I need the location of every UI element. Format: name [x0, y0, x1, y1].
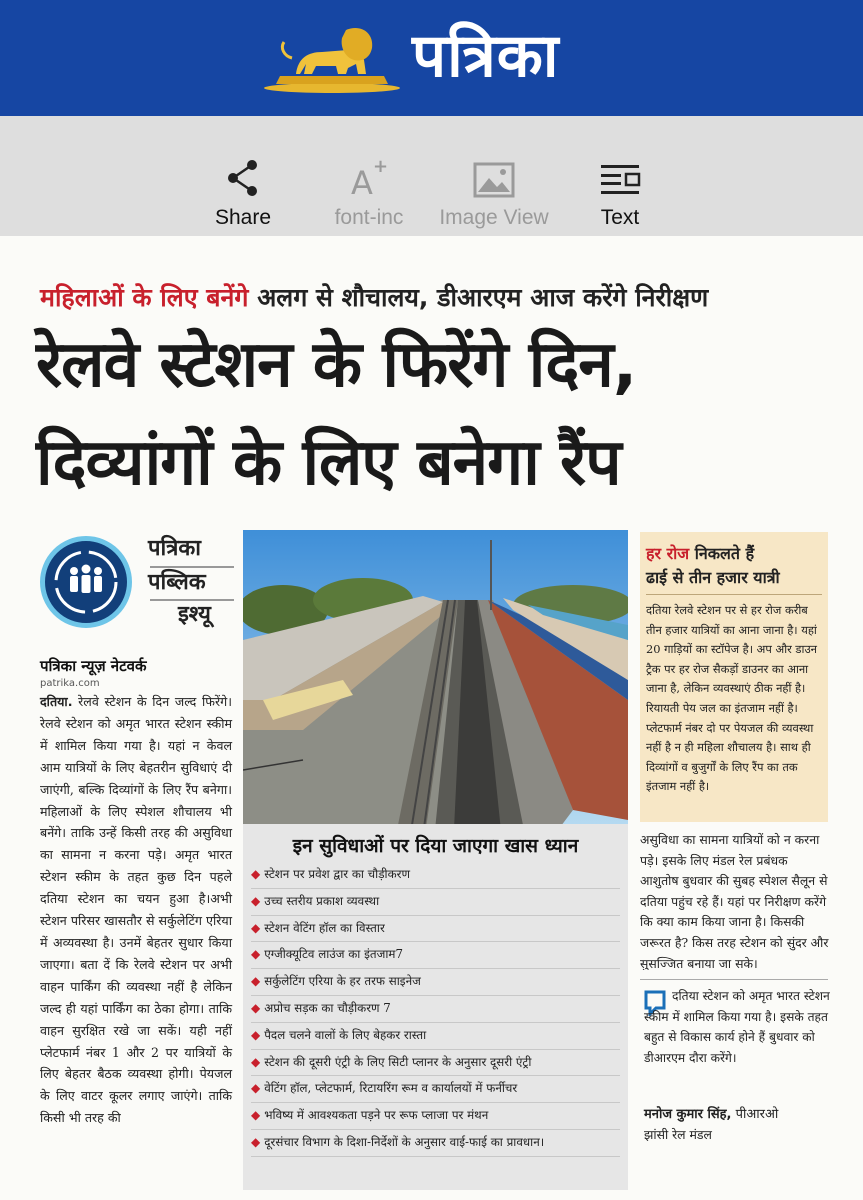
share-button[interactable]	[196, 116, 290, 236]
svg-text:A: A	[351, 164, 373, 198]
right-column-text: असुविधा का सामना यात्रियों को न करना पड़े। इसके लिए मंडल रेल प्रबंधक आशुतोष बुधवार की सुबह स्पेशल सैलून से दतिया पहुंच रहे हैं। यहां पर निरीक्षण करेंगे कि क्या काम किया जाना है। किसकी जरूरत है? किस तरह स्टेशन को सुंदर और सुसज्जित बनाया जा सके।	[640, 832, 829, 970]
kicker-highlight: महिलाओं के लिए बनेंगे	[40, 283, 249, 312]
svg-text:+: +	[373, 156, 389, 177]
side-title-text: निकलते हैं	[694, 544, 755, 563]
quote-organization: झांसी रेल मंडल	[644, 1127, 712, 1142]
image-view-button[interactable]	[428, 116, 560, 236]
badge-line-3: इश्यू	[178, 602, 211, 627]
font-increase-button[interactable]	[322, 116, 416, 236]
share-icon	[226, 158, 260, 198]
reader-toolbar	[0, 116, 863, 236]
badge-rule-2	[150, 599, 234, 601]
quote-role: पीआरओ	[731, 1107, 779, 1122]
left-column-text	[40, 691, 232, 1129]
headline-line-1: रेलवे स्टेशन के फिरेंगे दिन,	[36, 328, 637, 402]
font-increase-icon	[349, 156, 389, 198]
brand-title: पत्रिका	[412, 21, 560, 91]
brand-header	[0, 0, 863, 116]
byline: पत्रिका न्यूज़ नेटवर्क	[40, 657, 147, 675]
facility-item: ◆ स्टेशन पर प्रवेश द्वार का चौड़ीकरण	[251, 862, 620, 889]
badge-line-2: पब्लिक	[148, 570, 206, 595]
facility-item: ◆ पैदल चलने वालों के लिए बेहकर रास्ता	[251, 1023, 620, 1050]
quote-divider	[640, 979, 828, 980]
headline-line-2: दिव्यांगों के लिए बनेगा रैंप	[36, 426, 621, 500]
facility-item: ◆ स्टेशन की दूसरी एंट्री के लिए सिटी प्लानर के अनुसार दूसरी एंट्री	[251, 1050, 620, 1077]
share-label: Share	[214, 206, 272, 229]
people-circle-icon	[40, 536, 132, 628]
quote-attribution	[644, 1104, 778, 1122]
public-issue-badge	[40, 532, 240, 642]
byline-url: patrika.com	[40, 678, 100, 689]
image-view-label: Image View	[439, 206, 549, 229]
headline	[36, 316, 836, 512]
text-view-icon	[599, 162, 641, 198]
lion-logo-icon	[262, 18, 402, 94]
facility-item: ◆ अप्रोच सड़क का चौड़ीकरण 7	[251, 996, 620, 1023]
facility-item: ◆ वेटिंग हॉल, प्लेटफार्म, रिटायरिंग रूम व कार्यालयों में फर्नीचर	[251, 1076, 620, 1103]
facility-item: ◆ भविष्य में आवश्यकता पड़ने पर रूफ प्लाजा पर मंथन	[251, 1103, 620, 1130]
left-column-body: रेलवे स्टेशन के दिन जल्द फिरेंगे। रेलवे स्टेशन को अमृत भारत स्टेशन स्कीम में शामिल किया गया है। यहां न केवल आम यात्रियों के लिए बेहतरीन सुविधाएं दी जाएंगी, बल्कि दिव्यांगों के लिए रैंप बनेगा। महिलाओं के लिए स्पेशल शौचालय भी बनेंगे। ताकि उन्हें किसी तरह की असुविधा का सामना न करना पड़े। अमृत भारत स्टेशन स्कीम के तहत कुछ दिन पहले दतिया स्टेशन का चयन हुआ है।अभी स्टेशन परिसर खासतौर से सर्कुलेटिंग एरिया में अव्यवस्था है। उनमें बेहतर सुधार किया जाएगा। बता दें कि रेलवे स्टेशन पर अभी वाहन पार्किंग की व्यवस्था नहीं है लेकिन जल्द ही यहां पार्किंग का ठेका होगा। ताकि वाहन सुरक्षित रखे जा सकें। यही नहीं प्लेटफार्म नंबर 1 और 2 पर यात्रियों के लिए बेहतर बैठक व्यवस्था होगी। पेयजल के लिए वाटर कूलर लगाए जाएंगे। ताकि किसी भी तरह की	[40, 694, 232, 1126]
railway-station-photo	[243, 530, 628, 850]
dateline: दतिया.	[40, 694, 73, 709]
badge-rule-1	[150, 566, 234, 568]
side-title	[646, 542, 822, 564]
font-increase-label: font-inc	[334, 206, 404, 229]
text-view-label: Text	[600, 206, 640, 229]
kicker-text: अलग से शौचालय, डीआरएम आज करेंगे निरीक्षण	[257, 283, 709, 312]
image-icon	[473, 162, 515, 198]
side-title-highlight: हर रोज	[646, 544, 690, 563]
facilities-box	[243, 824, 628, 1190]
facilities-title: इन सुविधाओं पर दिया जाएगा खास ध्यान	[292, 835, 579, 857]
facilities-list	[251, 862, 620, 1157]
facility-item: ◆ दूरसंचार विभाग के दिशा-निर्देशों के अनुसार वाई-फाई का प्रावधान।	[251, 1130, 620, 1157]
side-subtitle: ढाई से तीन हजार यात्री	[646, 566, 822, 595]
article-page	[0, 236, 863, 1200]
facility-item: ◆ सर्कुलेटिंग एरिया के हर तरफ साइनेज	[251, 969, 620, 996]
kicker	[40, 280, 708, 314]
facility-item: ◆ स्टेशन वेटिंग हॉल का विस्तार	[251, 916, 620, 943]
badge-line-1: पत्रिका	[148, 536, 201, 561]
side-text: दतिया रेलवे स्टेशन पर से हर रोज करीब तीन हजार यात्रियों का आना जाना है। यहां 20 गाड़ियों का स्टॉपेज है। अप और डाउन ट्रैक पर हर रोज सैकड़ों डाउनर का आना जाना है, लेकिन व्यवस्थाएं ठीक नहीं है। रियायती पेय जल का इंतजाम नहीं है। प्लेटफार्म नंबर दो पर पेयजल की व्यवस्था नहीं है न ही महिला शौचालय है। साथ ही दिव्यांगों व बुजुर्गों के लिए रैंप का तक इंतजाम नहीं है।	[646, 603, 818, 794]
facility-item: ◆ उच्च स्तरीय प्रकाश व्यवस्था	[251, 889, 620, 916]
quote-name: मनोज कुमार सिंह,	[644, 1107, 732, 1122]
text-view-button[interactable]	[580, 116, 660, 236]
official-quote: दतिया स्टेशन को अमृत भारत स्टेशन स्कीम में शामिल किया गया है। इसके तहत बहुत से विकास कार्य होने हैं बुधवार को डीआरएम दौरा करेंगे।	[644, 989, 830, 1065]
daily-passengers-box	[640, 532, 828, 822]
facility-item: ◆ एग्जीक्यूटिव लाउंज का इंतजाम7	[251, 942, 620, 969]
